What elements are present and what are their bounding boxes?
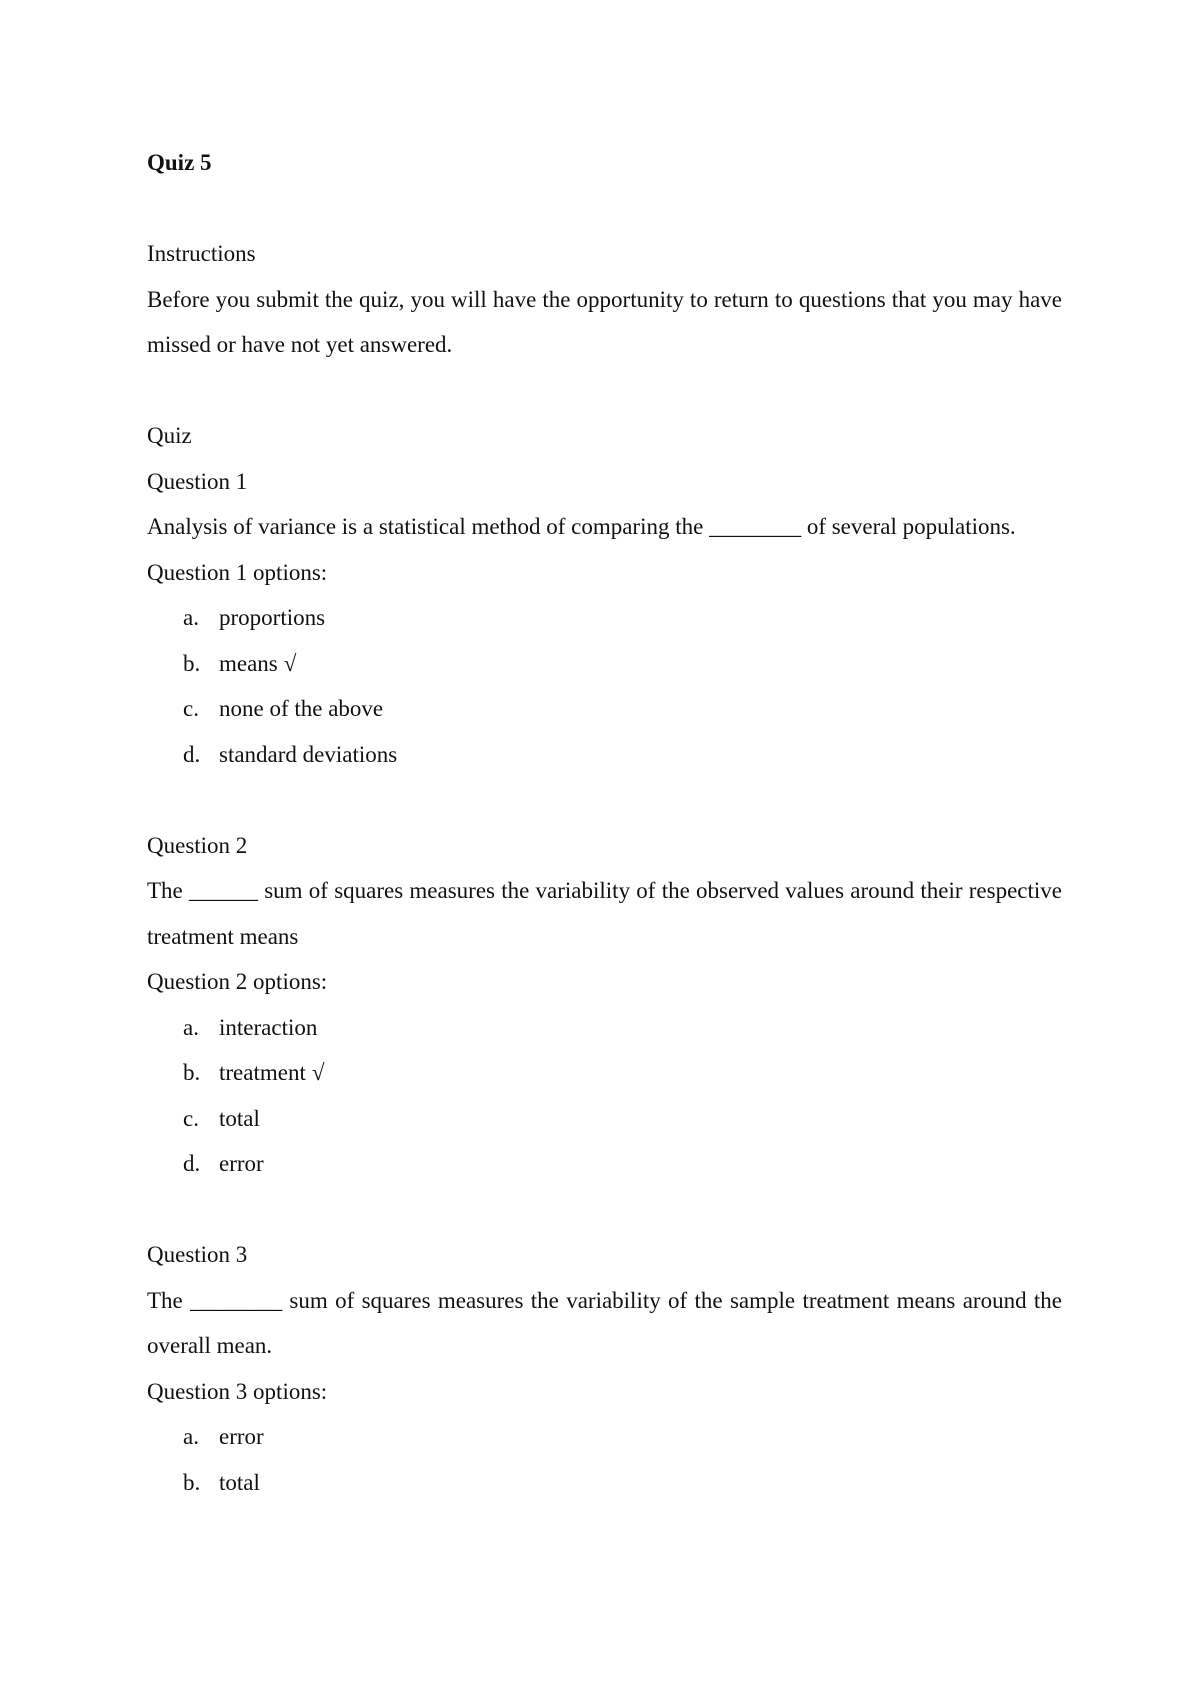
spacer: [147, 777, 1062, 823]
option-text: total: [219, 1105, 260, 1131]
option-text: means: [219, 650, 278, 676]
question-1: [147, 459, 1062, 778]
option-b: [147, 1460, 1062, 1506]
question-heading: Question 3: [147, 1242, 248, 1267]
question-heading: Question 1: [147, 468, 248, 494]
option-letter: c.: [183, 696, 199, 721]
option-letter: b.: [183, 650, 201, 676]
option-text: standard deviations: [219, 741, 398, 767]
option-letter: a.: [183, 1424, 199, 1449]
option-c: [147, 1096, 1062, 1142]
check-mark-icon: √: [311, 1060, 325, 1085]
instructions-text: Before you submit the quiz, you will have the opportunity to return to questions that you may have missed or have not yet answered.: [147, 286, 1062, 357]
option-letter: d.: [183, 1151, 201, 1176]
option-b: [147, 1050, 1062, 1096]
options-label: Question 2 options:: [147, 969, 328, 994]
quiz-title: Quiz 5: [147, 150, 212, 175]
option-text: total: [219, 1469, 260, 1495]
option-d: [147, 1141, 1062, 1187]
question-text: The ______ sum of squares measures the variability of the observed values around their respective treatment means: [147, 878, 1062, 949]
option-text: error: [219, 1151, 264, 1176]
options-list: [147, 1005, 1062, 1187]
options-label: Question 3 options:: [147, 1378, 328, 1404]
question-text: The ________ sum of squares measures the variability of the sample treatment means around the overall mean.: [147, 1287, 1062, 1358]
option-b: [147, 641, 1062, 687]
option-a: [147, 1414, 1062, 1460]
option-letter: c.: [183, 1105, 199, 1131]
options-list: [147, 1414, 1062, 1505]
option-a: [147, 1005, 1062, 1051]
option-letter: b.: [183, 1060, 201, 1085]
spacer: [147, 368, 1062, 414]
options-list: [147, 595, 1062, 777]
option-text: none of the above: [219, 696, 384, 721]
check-mark-icon: √: [283, 650, 297, 676]
question-3: [147, 1232, 1062, 1505]
option-d: [147, 732, 1062, 778]
question-heading: Question 2: [147, 832, 248, 858]
instructions-heading: Instructions: [147, 241, 256, 266]
spacer: [147, 186, 1062, 232]
option-text: error: [219, 1424, 264, 1449]
option-text: proportions: [219, 605, 326, 630]
document-page: [147, 140, 1062, 1505]
option-a: [147, 595, 1062, 641]
quiz-heading: Quiz: [147, 423, 192, 448]
options-label: Question 1 options:: [147, 559, 328, 585]
spacer: [147, 1187, 1062, 1233]
option-text: interaction: [219, 1014, 318, 1040]
question-text: Analysis of variance is a statistical method of comparing the ________ of several populations.: [147, 514, 1016, 539]
option-letter: d.: [183, 741, 201, 767]
option-letter: a.: [183, 1014, 199, 1040]
option-text: treatment: [219, 1060, 306, 1085]
question-2: [147, 823, 1062, 1187]
option-c: [147, 686, 1062, 732]
option-letter: a.: [183, 605, 199, 630]
option-letter: b.: [183, 1469, 201, 1495]
